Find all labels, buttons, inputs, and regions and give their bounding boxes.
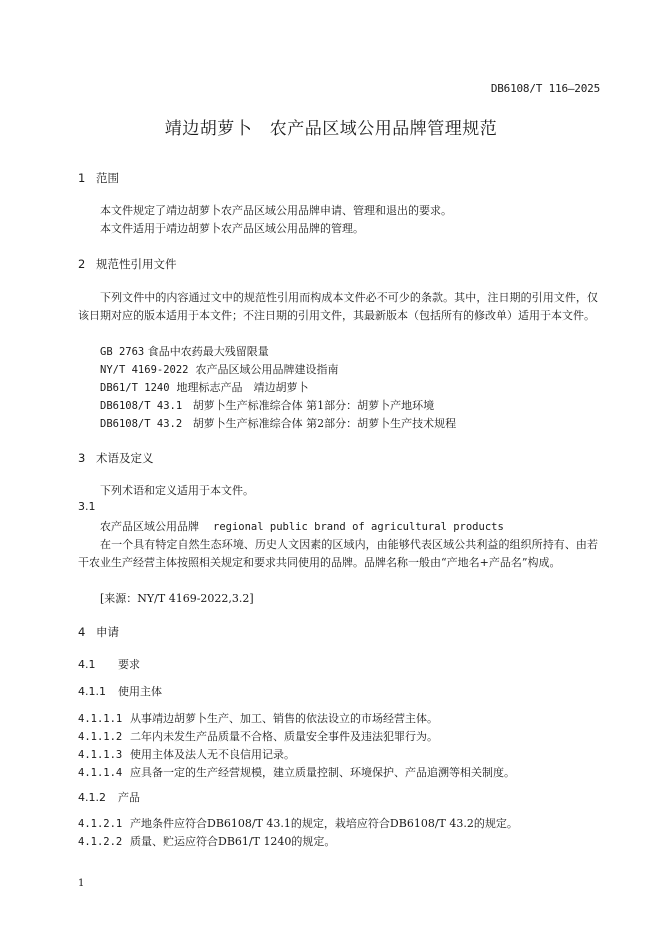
- term-definition: 在一个具有特定自然生态环境、历史人文因素的区域内，由能够代表区域公共利益的组织所持有、由若干农业生产经营主体按照相关规定和要求共同使用的品牌。品牌名称一般由“产地名+产品名”构成。: [78, 538, 598, 569]
- section-heading-references: 2 规范性引用文件: [78, 257, 177, 271]
- clause-item: 4.1.1.4 应具备一定的生产经营规模，建立质量控制、环境保护、产品追溯等相关制度。: [78, 766, 515, 779]
- scope-paragraph-1: 本文件规定了靖边胡萝卜农产品区域公用品牌申请、管理和退出的要求。: [100, 204, 452, 217]
- subsection-heading-4-1-2: 4.1.2 产品: [78, 791, 140, 804]
- clause-item: 4.1.2.2 质量、贮运应符合DB61/T 1240的规定。: [78, 835, 336, 848]
- reference-item: DB6108/T 43.2 胡萝卜生产标准综合体 第2部分：胡萝卜生产技术规程: [100, 417, 457, 430]
- terms-intro: 下列术语和定义适用于本文件。: [100, 484, 254, 497]
- term-entry: [100, 518, 504, 534]
- section-heading-application: 4 申请: [78, 625, 119, 639]
- term-number: 3.1: [78, 500, 96, 513]
- document-number: DB6108/T 116—2025: [490, 82, 600, 95]
- subsection-heading-4-1-1: 4.1.1 使用主体: [78, 685, 162, 698]
- references-intro: 下列文件中的内容通过文中的规范性引用而构成本文件必不可少的条款。其中，注日期的引用文件，仅该日期对应的版本适用于本文件；不注日期的引用文件，其最新版本（包括所有的修改单）适用于本文件。: [78, 291, 598, 322]
- reference-item: GB 2763 食品中农药最大残留限量: [100, 345, 269, 358]
- section-heading-scope: 1 范围: [78, 171, 119, 185]
- reference-item: DB61/T 1240 地理标志产品 靖边胡萝卜: [100, 381, 309, 394]
- term-en: regional public brand of agricultural products: [213, 521, 504, 533]
- term-zh: 农产品区域公用品牌: [100, 520, 199, 533]
- reference-item: DB6108/T 43.1 胡萝卜生产标准综合体 第1部分：胡萝卜产地环境: [100, 399, 435, 412]
- reference-item: NY/T 4169-2022 农产品区域公用品牌建设指南: [100, 363, 339, 376]
- clause-item: 4.1.1.3 使用主体及法人无不良信用记录。: [78, 748, 295, 761]
- term-source: [来源：NY/T 4169-2022,3.2]: [100, 592, 254, 605]
- document-title: 靖边胡萝卜 农产品区域公用品牌管理规范: [164, 119, 498, 139]
- page-number: 1: [78, 878, 85, 889]
- section-heading-terms: 3 术语及定义: [78, 451, 154, 465]
- clause-item: 4.1.1.1 从事靖边胡萝卜生产、加工、销售的依法设立的市场经营主体。: [78, 712, 438, 725]
- subsection-heading-4-1: 4.1 要求: [78, 658, 140, 671]
- clause-item: 4.1.2.1 产地条件应符合DB6108/T 43.1的规定，栽培应符合DB6108/T 43.2的规定。: [78, 817, 518, 830]
- clause-item: 4.1.1.2 二年内未发生产品质量不合格、质量安全事件及违法犯罪行为。: [78, 730, 438, 743]
- scope-paragraph-2: 本文件适用于靖边胡萝卜农产品区域公用品牌的管理。: [100, 222, 364, 235]
